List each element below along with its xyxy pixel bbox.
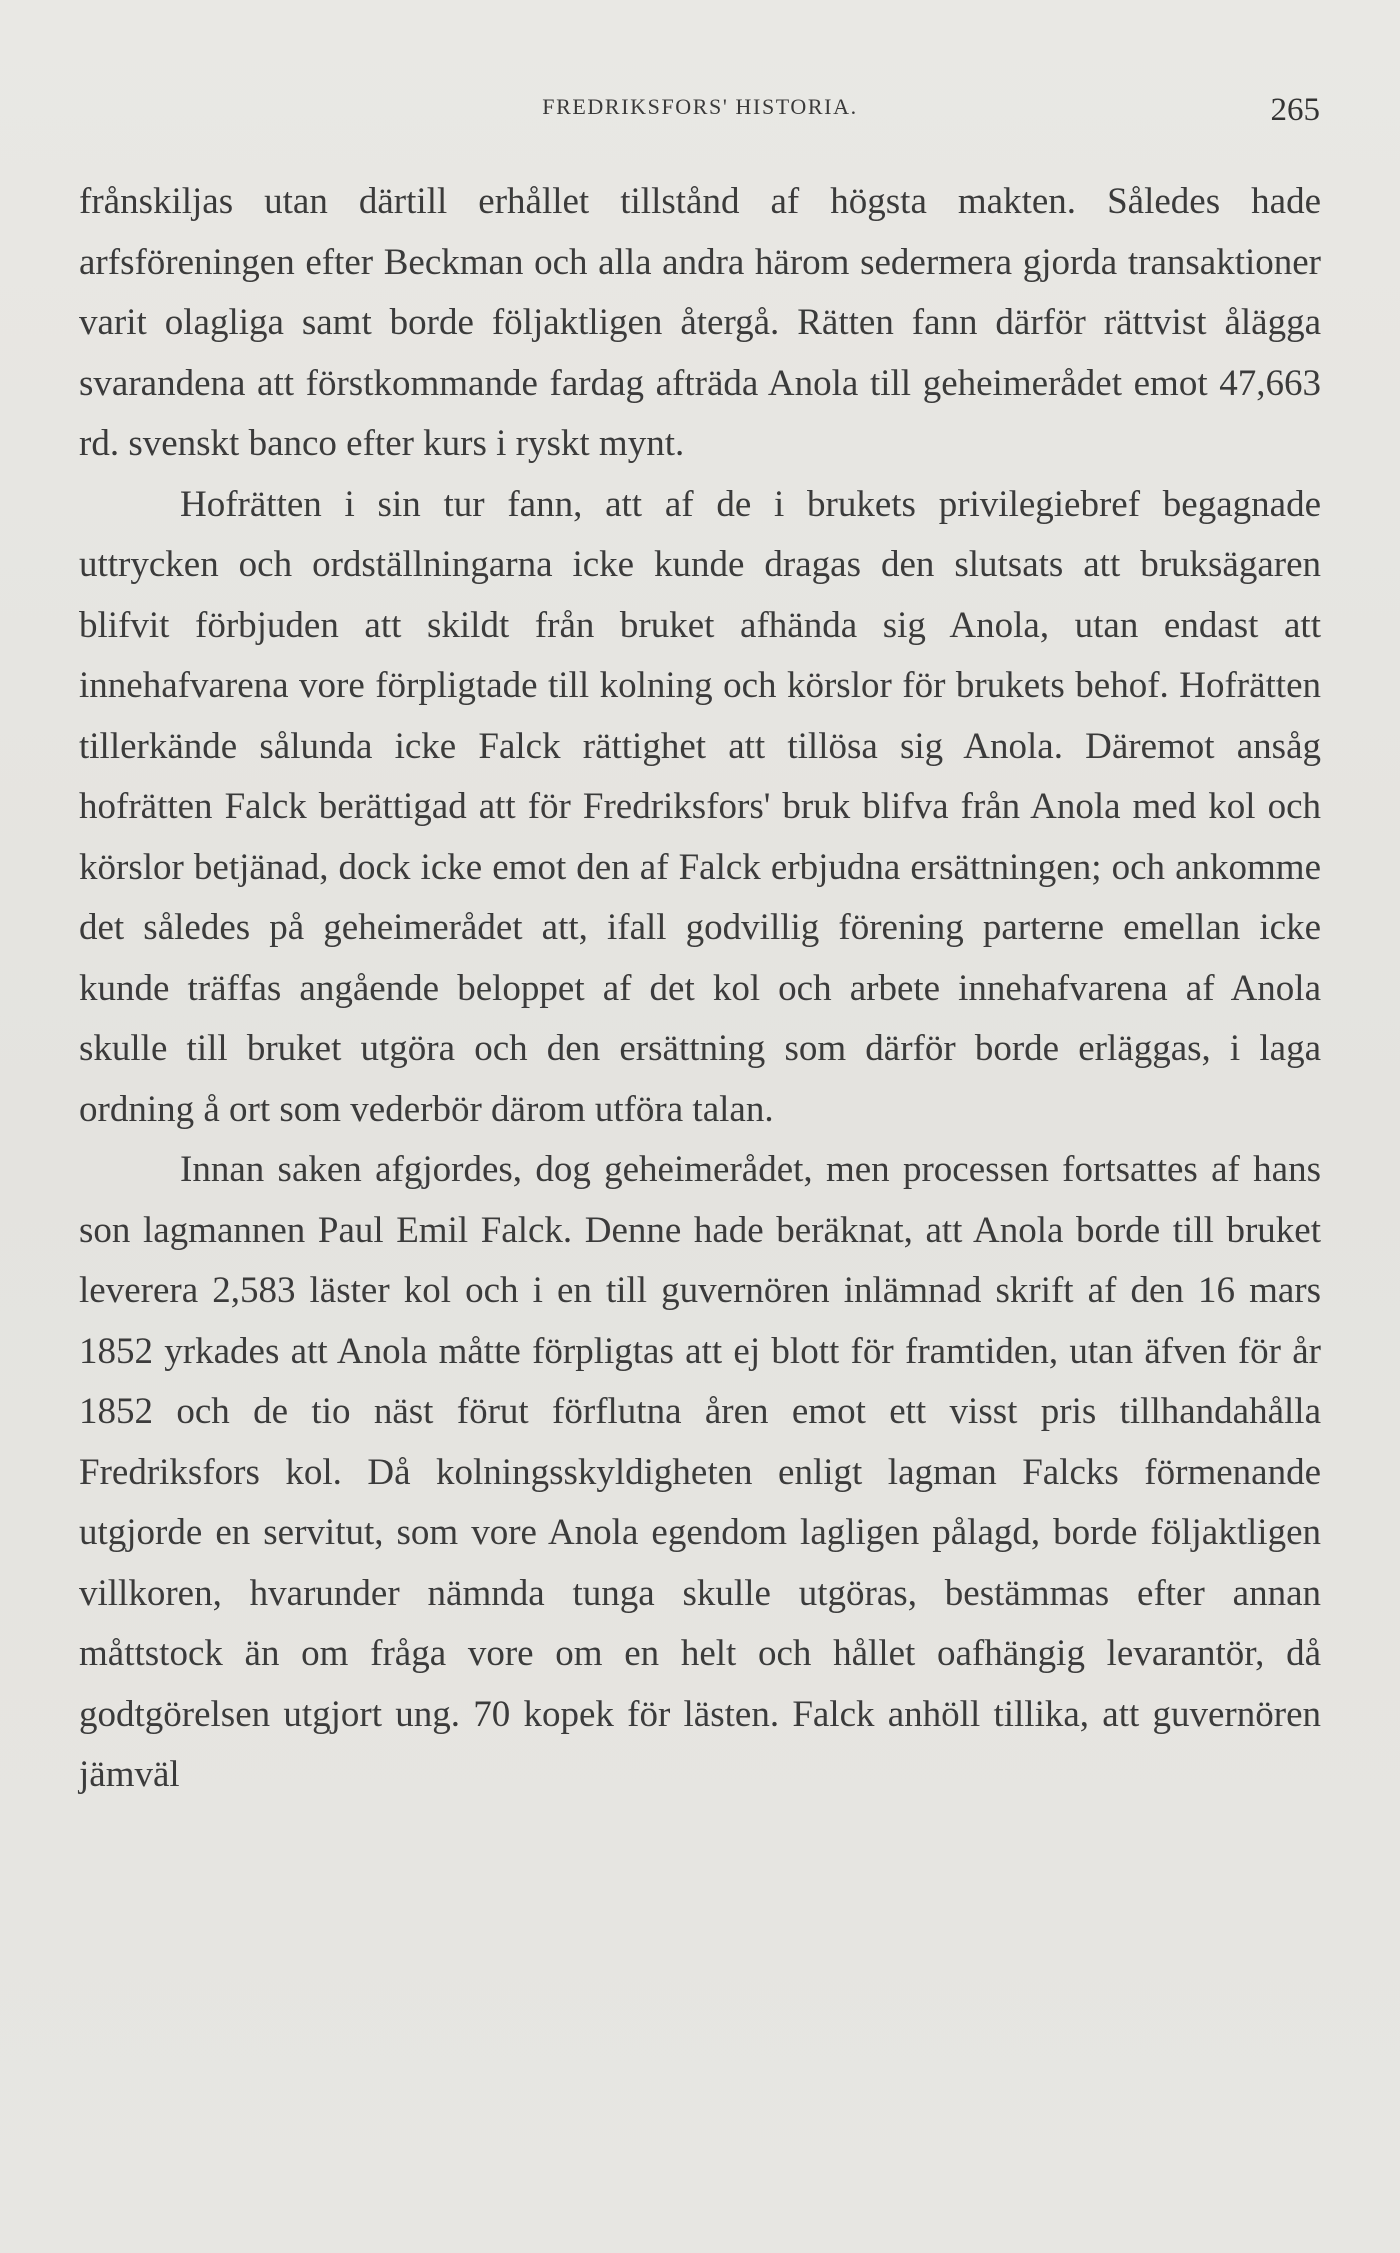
paragraph-continued: frånskiljas utan därtill erhållet tillstånd af högsta makten. Således hade arfsföreningen efter Beckman och alla andra härom sedermera gjorda transaktioner varit olagliga samt borde följaktligen återgå. Rätten fann därför rättvist ålägga svarandena att förstkommande fardag afträda Anola till geheimerådet emot 47,663 rd. svenskt banco efter kurs i ryskt mynt. <box>79 181 1321 464</box>
page-number: 265 <box>1270 92 1320 128</box>
running-header <box>0 92 1400 132</box>
paragraph-hofratten: Hofrätten i sin tur fann, att af de i brukets privilegiebref begagnade uttrycken och ordställningarna icke kunde dragas den slutsats att bruksägaren blifvit förbjuden att skildt från bruket afhända sig Anola, utan endast att innehafvarena vore förpligtade till kolning och körslor för brukets behof. Hofrätten tillerkände sålunda icke Falck rättighet att tillösa sig Anola. Däremot ansåg hofrätten Falck berättigad att för Fredriksfors' bruk blifva från Anola med kol och körslor betjänad, dock icke emot den af Falck erbjudna ersättningen; och ankomme det således på geheimerådet att, ifall godvillig förening parterne emellan icke kunde träffas angående beloppet af det kol och arbete innehafvarena af Anola skulle till bruket utgöra och den ersättning som därför borde erläggas, i laga ordning å ort som vederbör därom utföra talan. <box>79 483 1321 1130</box>
running-title: FREDRIKSFORS' HISTORIA. <box>542 94 858 119</box>
paragraph-innan-saken: Innan saken afgjordes, dog geheimerådet, men processen fortsattes af hans son lagmannen Paul Emil Falck. Denne hade beräknat, att Anola borde till bruket leverera 2,583 läster kol och i en till guvernören inlämnad skrift af den 16 mars 1852 yrkades att Anola måtte förpligtas att ej blott för framtiden, utan äfven för år 1852 och de tio näst förut förflutna åren emot ett visst pris tillhandahålla Fredriksfors kol. Då kolningsskyldigheten enligt lagman Falcks förmenande utgjorde en servitut, som vore Anola egendom lagligen pålagd, borde följaktligen villkoren, hvarunder nämnda tunga skulle utgöras, bestämmas efter annan måttstock än om fråga vore om en helt och hållet oafhängig levarantör, då godtgörelsen utgjort ung. 70 kopek för lästen. Falck anhöll tillika, att guvernören jämväl <box>79 1149 1321 1795</box>
text-body <box>79 172 1321 1806</box>
